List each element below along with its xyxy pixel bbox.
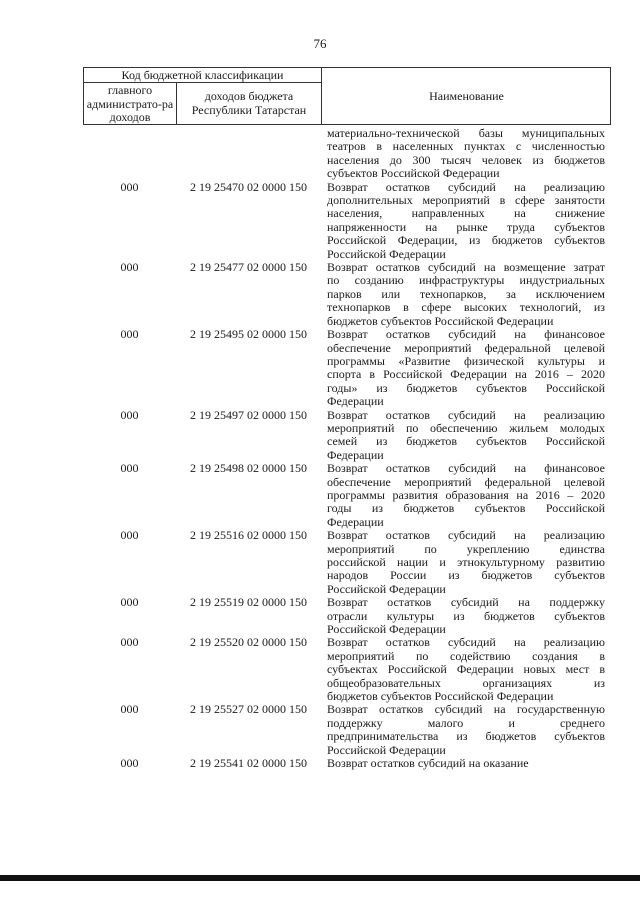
name-line: Возврат остатков субсидий на реализацию — [327, 179, 605, 194]
name-line: семей из бюджетов субъектов Российской — [327, 434, 605, 449]
revenue-code-cell: 2 19 25477 02 0000 150 — [190, 260, 307, 275]
table-row — [83, 636, 611, 703]
name-cell — [327, 636, 605, 703]
name-line: дополнительных мероприятий в сфере занятости — [327, 193, 605, 208]
name-line: мероприятий по содействию создания в — [327, 648, 605, 663]
name-line: мероприятий по укреплению единства — [327, 541, 605, 556]
name-line: населения, направленных на снижение — [327, 206, 605, 221]
name-line: предпринимательства из бюджетов субъектов — [327, 729, 605, 744]
name-cell — [327, 261, 605, 328]
name-line: Возврат остатков субсидий на реализацию — [327, 528, 605, 543]
admin-code-cell: 000 — [120, 702, 139, 717]
table-body — [83, 127, 611, 771]
table-header — [83, 67, 611, 125]
name-line: парков или технопарков, за исключением — [327, 286, 605, 301]
table-row — [83, 703, 611, 757]
name-line: спорта в Российской Федерации на 2016 – 2020 — [327, 367, 605, 382]
name-line: Российской Федерации — [327, 581, 446, 596]
revenue-code-cell: 2 19 25527 02 0000 150 — [190, 702, 307, 717]
name-line: Возврат остатков субсидий на финансовое — [327, 327, 605, 342]
name-line: Возврат остатков субсидий на оказание — [327, 756, 529, 771]
admin-code-cell: 000 — [120, 635, 139, 650]
name-line: Федерации — [327, 447, 384, 462]
header-revenue-code: доходов бюджета Республики Татарстан — [177, 83, 322, 125]
admin-code-cell: 000 — [120, 179, 139, 194]
name-line: народов России из бюджетов субъектов — [327, 568, 605, 583]
name-line: бюджетов субъектов Российской Федерации — [327, 689, 554, 704]
name-line: напряженности на рынке труда субъектов — [327, 219, 605, 234]
name-line: театров в населенных пунктах с численностью — [327, 139, 605, 154]
header-name: Наименование — [429, 89, 504, 103]
revenue-code-cell: 2 19 25520 02 0000 150 — [190, 635, 307, 650]
table-row — [83, 529, 611, 596]
name-line: Федерации — [327, 394, 384, 409]
name-cell — [327, 757, 605, 770]
table-row — [83, 757, 611, 770]
name-line: Возврат остатков субсидий на реализацию — [327, 635, 605, 650]
revenue-code-cell: 2 19 25516 02 0000 150 — [190, 528, 307, 543]
table-row — [83, 261, 611, 328]
header-main-administrator: главного администрато-ра доходов — [84, 83, 177, 125]
table-row — [83, 127, 611, 181]
name-line: программы развития образования на 2016 – 2020 — [327, 487, 605, 502]
name-line: Возврат остатков субсидий на государственную — [327, 702, 605, 717]
name-line: Возврат остатков субсидий на реализацию — [327, 407, 605, 422]
name-line: Российской Федерации — [327, 246, 446, 261]
name-line: годы» из бюджетов субъектов Российской — [327, 380, 605, 395]
name-line: Российской Федерации, из бюджетов субъектов — [327, 233, 605, 248]
table-row — [83, 462, 611, 529]
revenue-code-cell: 2 19 25498 02 0000 150 — [190, 461, 307, 476]
admin-code-cell: 000 — [120, 461, 139, 476]
name-line: программы «Развитие физической культуры и — [327, 353, 605, 368]
name-line: субъектах Российской Федерации новых мест в — [327, 662, 605, 677]
name-line: Возврат остатков субсидий на финансовое — [327, 461, 605, 476]
revenue-code-cell: 2 19 25519 02 0000 150 — [190, 595, 307, 610]
name-line: Возврат остатков субсидий на возмещение затрат — [327, 260, 605, 275]
name-line: населения до 300 тысяч человек из бюджетов — [327, 152, 605, 167]
admin-code-cell: 000 — [120, 327, 139, 342]
name-cell — [327, 462, 605, 529]
revenue-code-cell: 2 19 25497 02 0000 150 — [190, 407, 307, 422]
name-cell — [327, 328, 605, 408]
revenue-code-cell: 2 19 25495 02 0000 150 — [190, 327, 307, 342]
name-line: поддержку малого и среднего — [327, 715, 605, 730]
name-line: субъектов Российской Федерации — [327, 166, 500, 181]
header-budget-classification: Код бюджетной классификации — [84, 68, 322, 83]
revenue-code-cell: 2 19 25470 02 0000 150 — [190, 179, 307, 194]
name-line: Возврат остатков субсидий на поддержку — [327, 595, 605, 610]
name-cell — [327, 409, 605, 463]
page-number: 76 — [313, 36, 327, 51]
name-cell — [327, 703, 605, 757]
admin-code-cell: 000 — [120, 528, 139, 543]
admin-code-cell: 000 — [120, 756, 139, 771]
table-row — [83, 328, 611, 408]
name-cell — [327, 127, 605, 181]
revenue-code-cell: 2 19 25541 02 0000 150 — [190, 756, 307, 771]
name-line: материально-технической базы муниципальных — [327, 126, 605, 140]
name-line: Федерации — [327, 514, 384, 529]
name-cell — [327, 181, 605, 261]
name-line: общеобразовательных организациях из — [327, 675, 605, 690]
name-line: бюджетов субъектов Российской Федерации — [327, 313, 554, 328]
name-line: мероприятий по обеспечению жильем молодых — [327, 420, 605, 435]
name-line: российской нации и этнокультурному развитию — [327, 555, 605, 569]
table-row — [83, 409, 611, 463]
admin-code-cell: 000 — [120, 260, 139, 275]
scan-edge-bar — [0, 875, 640, 881]
revenue-code-cell — [176, 127, 321, 181]
table-row — [83, 181, 611, 261]
admin-code-cell: 000 — [120, 407, 139, 422]
table-row — [83, 596, 611, 636]
name-line: годы из бюджетов субъектов Российской — [327, 501, 605, 516]
name-line: Российской Федерации — [327, 742, 446, 757]
name-line: отрасли культуры из бюджетов субъектов — [327, 608, 605, 623]
admin-code-cell: 000 — [120, 595, 139, 610]
name-line: Российской Федерации — [327, 622, 446, 637]
name-line: по созданию инфраструктуры индустриальных — [327, 273, 605, 288]
name-line: обеспечение мероприятий федеральной целевой — [327, 340, 605, 355]
name-line: технопарков в сфере высоких технологий, из — [327, 300, 605, 315]
admin-code-cell — [83, 127, 176, 181]
name-cell — [327, 596, 605, 636]
name-line: обеспечение мероприятий федеральной целевой — [327, 474, 605, 489]
name-cell — [327, 529, 605, 596]
